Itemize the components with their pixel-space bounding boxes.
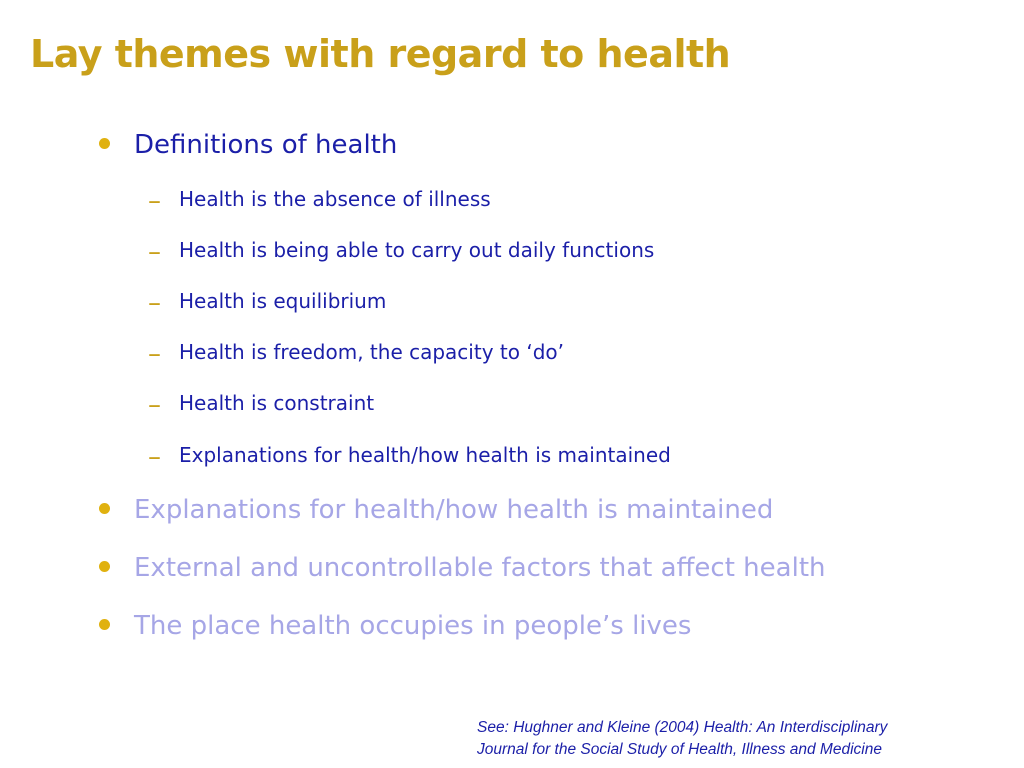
- dash-icon: –: [148, 390, 161, 420]
- dash-icon: –: [148, 288, 161, 318]
- bullet-text: External and uncontrollable factors that affect health: [134, 553, 826, 583]
- bullet-dot-icon: [99, 561, 110, 572]
- dash-icon: –: [148, 339, 161, 369]
- sub-item-text: Explanations for health/how health is maintained: [179, 443, 671, 467]
- sub-item-text: Health is freedom, the capacity to ‘do’: [179, 340, 564, 364]
- bullet-dot-icon: [99, 619, 110, 630]
- sub-item-text: Health is equilibrium: [179, 289, 387, 313]
- bullet-text: Definitions of health: [134, 130, 398, 160]
- dash-icon: –: [148, 237, 161, 267]
- sub-item-text: Health is the absence of illness: [179, 187, 491, 211]
- citation-line-2: Journal for the Social Study of Health, Illness and Medicine: [477, 741, 882, 758]
- bullet-dot-icon: [99, 503, 110, 514]
- citation-line-1: See: Hughner and Kleine (2004) Health: An Interdisciplinary: [477, 719, 888, 736]
- citation-footnote: [477, 717, 887, 761]
- dash-icon: –: [148, 186, 161, 216]
- dash-icon: –: [148, 442, 161, 472]
- sub-item-text: Health is being able to carry out daily functions: [179, 238, 655, 262]
- sub-item-text: Health is constraint: [179, 391, 375, 415]
- bullet-text: Explanations for health/how health is maintained: [134, 495, 774, 525]
- bullet-dot-icon: [99, 138, 110, 149]
- slide-title: Lay themes with regard to health: [30, 32, 731, 76]
- bullet-text: The place health occupies in people’s lives: [134, 611, 692, 641]
